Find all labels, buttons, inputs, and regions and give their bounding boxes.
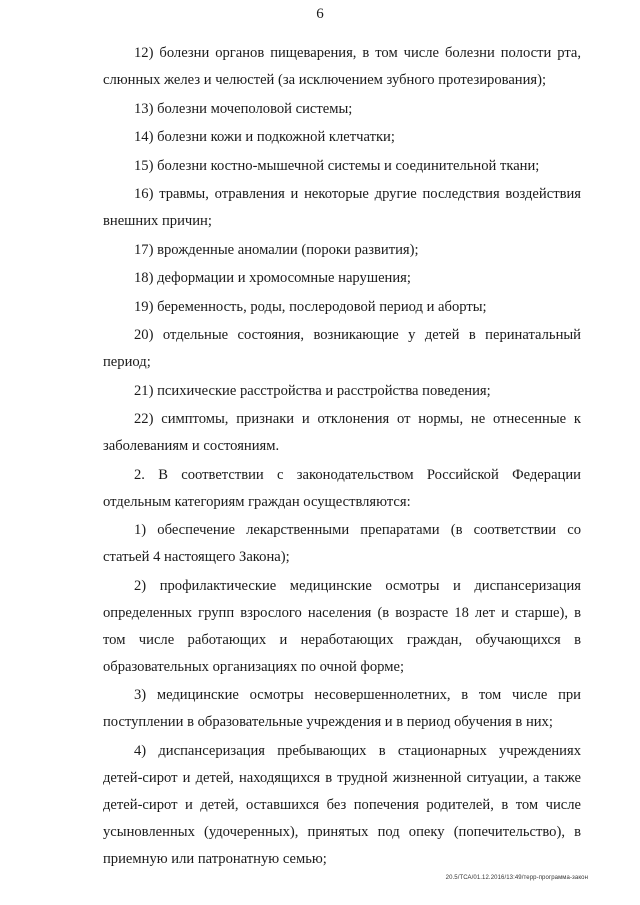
- paragraph-item-14: 14) болезни кожи и подкожной клетчатки;: [134, 129, 395, 145]
- paragraph-item-20: 20) отдельные состояния, возникающие у детей в перинатальный период;: [103, 327, 581, 370]
- subitem-1: 1) обеспечение лекарственными препаратами (в соответствии со статьей 4 настоящего Закона);: [103, 522, 581, 565]
- paragraph-item-17: 17) врожденные аномалии (пороки развития);: [134, 241, 419, 258]
- footer-stamp: 20.5/ТСА/01.12.2016/13:49/терр-программа-закон: [445, 875, 588, 881]
- paragraph-item-15: 15) болезни костно-мышечной системы и соединительной ткани;: [134, 157, 540, 174]
- document-body: [103, 40, 581, 874]
- paragraph-item-22: 22) симптомы, признаки и отклонения от нормы, не отнесенные к заболеваниям и состояниям.: [103, 411, 581, 454]
- subitem-2: 2) профилактические медицинские осмотры и диспансеризация определенных групп взрослого населения (в возрасте 18 лет и старше), в том числе работающих и неработающих граждан, обучающихся в образовательных организациях по очной форме;: [103, 577, 581, 675]
- page-number: 6: [316, 6, 324, 22]
- paragraph-item-12: 12) болезни органов пищеварения, в том числе болезни полости рта, слюнных желез и челюстей (за исключением зубного протезирования);: [103, 45, 581, 88]
- subitem-3: 3) медицинские осмотры несовершеннолетних, в том числе при поступлении в образовательные учреждения и в период обучения в них;: [103, 687, 581, 730]
- paragraph-item-21: 21) психические расстройства и расстройства поведения;: [134, 382, 491, 399]
- section-2-intro: 2. В соответствии с законодательством Российской Федерации отдельным категориям граждан осуществляются:: [103, 466, 581, 510]
- paragraph-item-16: 16) травмы, отравления и некоторые другие последствия воздействия внешних причин;: [103, 186, 581, 229]
- paragraph-item-13: 13) болезни мочеполовой системы;: [134, 100, 353, 117]
- paragraph-item-18: 18) деформации и хромосомные нарушения;: [134, 270, 411, 286]
- subitem-4: 4) диспансеризация пребывающих в стационарных учреждениях детей-сирот и детей, находящихся в трудной жизненной ситуации, а также детей-сирот и детей, оставшихся без попечения родителей, в том числе усыновленных (удочеренных), принятых под опеку (попечительство), в приемную или патронатную семью;: [103, 742, 581, 867]
- paragraph-item-19: 19) беременность, роды, послеродовой период и аборты;: [134, 298, 487, 315]
